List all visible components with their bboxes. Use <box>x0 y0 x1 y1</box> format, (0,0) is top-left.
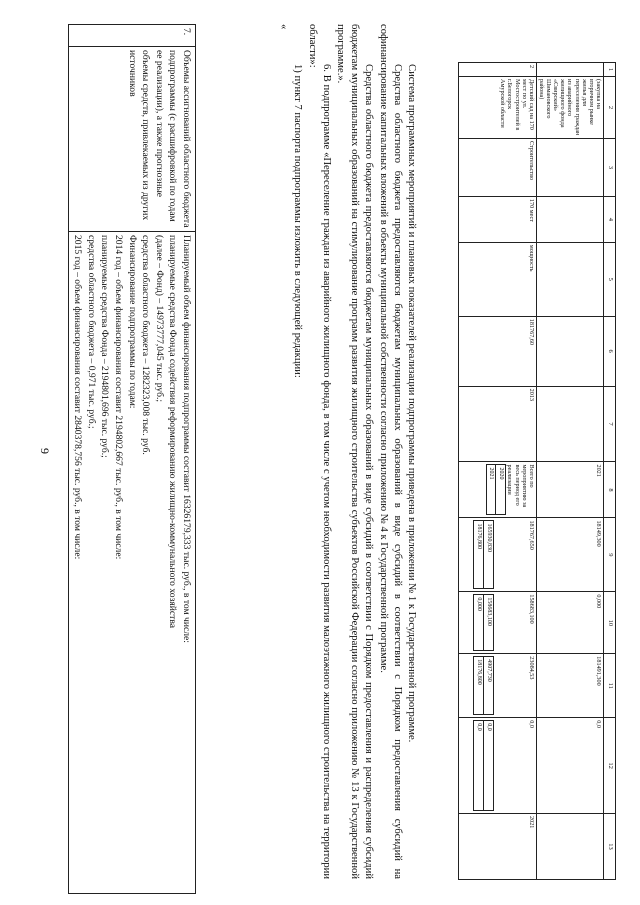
sub-value: 0,000 <box>473 595 483 651</box>
document-sheet <box>18 4 630 899</box>
sub-value: 4907,730 <box>483 657 493 715</box>
col-number: 10 <box>604 592 616 654</box>
passport-line: Планируемый объем финансирования подпрограммы составит 16326179,333 тыс. руб., в том числе: <box>181 235 192 643</box>
passport-line: средства областного бюджета – 0,971 тыс. руб.; <box>85 235 97 429</box>
col-number: 11 <box>604 654 616 718</box>
paragraph: 1) пункт 7 паспорта подпрограммы изложить в следующей редакции: <box>292 64 304 378</box>
sub-year: 2021 <box>486 465 496 515</box>
table-cell: Всего по мероприятию за весь период его реализации <box>506 464 535 508</box>
sub-value: 165930,830 <box>483 521 493 589</box>
table-cell: 181491,300 <box>536 654 603 718</box>
table-cell: 2021 <box>536 462 603 518</box>
sub-value: 0,0 <box>473 721 483 811</box>
paragraph: Средства областного бюджета предоставляются бюджетам муниципальных образований в виде субсидий в соответствии с Порядком предоставления и распределения субсидий бюджетам муниципальных образований на стимулирование программ развития жилищного строительства субъектов Российской Федерации согласно приложению № 13 к Государственной программе.». <box>334 24 375 879</box>
passport-table <box>68 24 196 894</box>
passport-line: 2014 год – объем финансирования составит 2194802,667 тыс. руб., в том числе: <box>113 235 125 560</box>
passport-line: планируемые средства Фонда содействия реформированию жилищно-коммунального хозяйства <box>167 235 179 629</box>
table-cell: 0,0 <box>536 718 603 814</box>
table-cell: 181767,650 <box>527 520 535 550</box>
sub-value: 18176,800 <box>473 657 483 715</box>
passport-line: 2015 год – объем финансирования составит 2840378,756 тыс. руб., в том числе: <box>72 235 84 560</box>
table-cell: 0,0 <box>527 720 535 728</box>
passport-item-value <box>68 232 195 894</box>
col-number: 3 <box>604 138 616 196</box>
passport-item-number: 7. <box>68 25 195 47</box>
table-cell: Строительство <box>458 138 536 196</box>
col-number: 2 <box>604 76 616 138</box>
table-cell: 18149,300 <box>536 518 603 592</box>
passport-line: Финансирование подпрограммы по годам: <box>126 235 138 409</box>
table-cell: 0,000 <box>536 592 603 654</box>
paragraph: 6. В подпрограмме «Переселение граждан из аварийного жилищного фонда, в том числе с учетом необходимости развития малоэтажного жилищного строительства на территории области»: <box>306 24 332 879</box>
paragraph: Система программных мероприятий и плановых показателей реализации подпрограммы приведена в приложении № 1 к Государственной программе. <box>406 64 417 743</box>
table-row <box>536 63 603 880</box>
col-number: 6 <box>604 316 616 386</box>
col-number: 12 <box>604 718 616 814</box>
table-cell: 2021 <box>458 814 536 880</box>
passport-item-label: Объемы ассигнований областного бюджета подпрограммы (с расшифровкой по годам ее реализации), а также прогнозные объемы средств, привлекаемых из других источников <box>68 47 195 232</box>
table-cell: 23084,53 <box>527 656 535 680</box>
col-number: 5 <box>604 242 616 316</box>
col-number: 9 <box>604 518 616 592</box>
table-row <box>458 63 536 880</box>
sub-value: 158683,100 <box>483 595 493 651</box>
table-row <box>68 25 195 894</box>
passport-line: средства областного бюджета – 1282323,008 тыс. руб. <box>140 235 152 455</box>
table-header-row <box>604 63 616 880</box>
table-cell: 158683,100 <box>527 594 535 624</box>
table-cell: Детский сад на 170 мест по ул. Мостостроителей в г.Белогорск Амурской области <box>458 76 536 138</box>
sub-value: 0,0 <box>483 721 493 811</box>
document-body <box>276 24 418 879</box>
sub-year: 2020 <box>496 465 506 515</box>
table-cell: (закупка на вторичном рынке жилья для переселения граждан из аварийного жилищного фонда «Свирский» Шимановского района) <box>536 76 603 138</box>
quote-mark: « <box>278 24 290 30</box>
passport-line: планируемые средства Фонда – 2194801,696 тыс. руб.; <box>99 235 111 458</box>
program-table <box>458 62 616 880</box>
table-cell: 181767,60 <box>458 316 536 386</box>
passport-line: (далее – Фонд) – 14973777,045 тыс. руб.; <box>153 235 165 403</box>
page-number: 9 <box>38 448 52 454</box>
table-cell: 2 <box>458 63 536 77</box>
col-number: 4 <box>604 196 616 242</box>
table-cell: 170 мест <box>458 196 536 242</box>
col-number: 8 <box>604 462 616 518</box>
col-number: 1 <box>604 63 616 77</box>
paragraph: Средства областного бюджета предоставляются бюджетам муниципальных образований в виде субсидий в соответствии с Порядком предоставления субсидий на софинансирование капитальных вложений в объекты муниципальной собственности согласно приложению № 4 к Государственной программе. <box>377 24 403 879</box>
table-cell: мощность <box>458 242 536 316</box>
sub-value: 18176,800 <box>473 521 483 589</box>
col-number: 7 <box>604 386 616 462</box>
table-cell: 2013 <box>458 386 536 462</box>
col-number: 13 <box>604 814 616 880</box>
